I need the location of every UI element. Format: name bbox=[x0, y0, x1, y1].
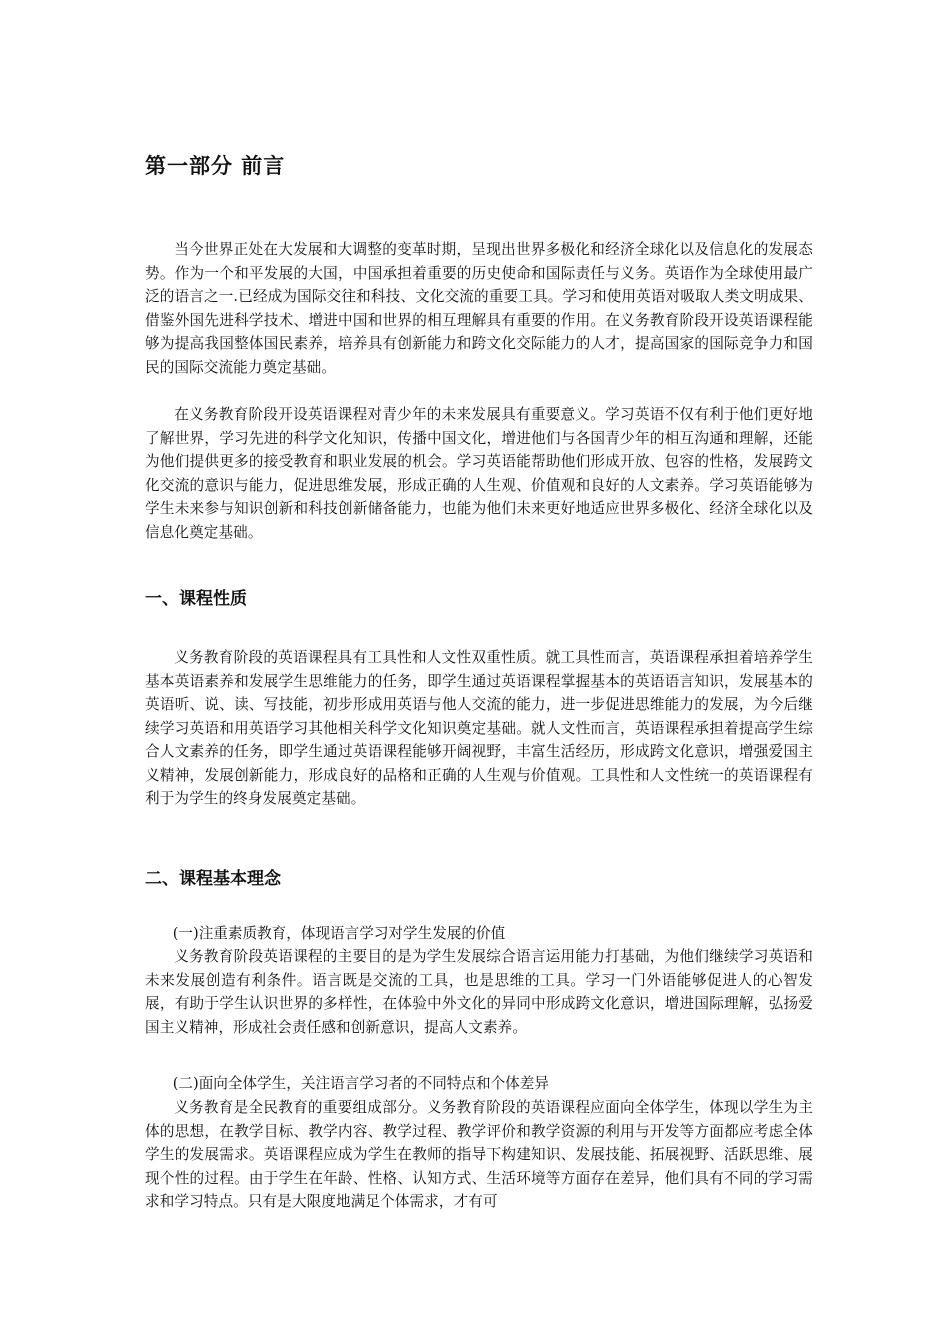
course-nature-paragraph: 义务教育阶段的英语课程具有工具性和人文性双重性质。就工具性而言，英语课程承担着培养学生基本英语素养和发展学生思维能力的任务，即学生通过英语课程掌握基本的英语语言知识，发展基本的英语听、说、读、写技能，初步形成用英语与他人交流的能力，进一步促进思维能力的发展，为今后继续学习英语和用英语学习其他相关科学文化知识奠定基础。就人文性而言，英语课程承担着提高学生综合人文素养的任务，即学生通过英语课程能够开阔视野，丰富生活经历，形成跨文化意识，增强爱国主义精神，发展创新能力，形成良好的品格和正确的人生观与价值观。工具性和人文性统一的英语课程有利于为学生的终身发展奠定基础。 bbox=[145, 649, 813, 807]
section-heading-basic-concepts: 二、课程基本理念 bbox=[145, 869, 281, 889]
subsection-title-1: (一)注重素质教育，体现语言学习对学生发展的价值 bbox=[172, 925, 506, 942]
page-title: 第一部分 前言 bbox=[145, 154, 286, 178]
preface-paragraph-2: 在义务教育阶段开设英语课程对青少年的未来发展具有重要意义。学习英语不仅有利于他们更好地了解世界，学习先进的科学文化知识，传播中国文化，增进他们与各国青少年的相互沟通和理解，还能为他们提供更多的接受教育和职业发展的机会。学习英语能帮助他们形成开放、包容的性格，发展跨文化交流的意识与能力，促进思维发展，形成正确的人生观、价值观和良好的人文素养。学习英语能够为学生未来参与知识创新和科技创新储备能力，也能为他们未来更好地适应世界多极化、经济全球化以及信息化奠定基础。 bbox=[145, 406, 813, 541]
preface-paragraph-1: 当今世界正处在大发展和大调整的变革时期，呈现出世界多极化和经济全球化以及信息化的发展态势。作为一个和平发展的大国，中国承担着重要的历史使命和国际责任与义务。英语作为全球使用最广泛的语言之一.已经成为国际交往和科技、文化交流的重要工具。学习和使用英语对吸取人类文明成果、借鉴外国先进科学技术、增进中国和世界的相互理解具有重要的作用。在义务教育阶段开设英语课程能够为提高我国整体国民素养，培养具有创新能力和跨文化交际能力的人才，提高国家的国际竞争力和国民的国际交流能力奠定基础。 bbox=[145, 241, 813, 376]
subsection-title-2: (二)面向全体学生，关注语言学习者的不同特点和个体差异 bbox=[172, 1075, 549, 1092]
section-heading-course-nature: 一、课程性质 bbox=[145, 589, 247, 609]
subsection-paragraph-2: 义务教育是全民教育的重要组成部分。义务教育阶段的英语课程应面向全体学生，体现以学生为主体的思想，在教学目标、教学内容、教学过程、教学评价和教学资源的利用与开发等方面都应考虑全体学生的发展需求。英语课程应成为学生在教师的指导下构建知识、发展技能、拓展视野、活跃思维、展现个性的过程。由于学生在年龄、性格、认知方式、生活环境等方面存在差异，他们具有不同的学习需求和学习特点。只有是大限度地满足个体需求，才有可 bbox=[145, 1099, 813, 1210]
subsection-paragraph-1: 义务教育阶段英语课程的主要目的是为学生发展综合语言运用能力打基础，为他们继续学习英语和未来发展创造有利条件。语言既是交流的工具，也是思维的工具。学习一门外语能够促进人的心智发展，有助于学生认识世界的多样性，在体验中外文化的异同中形成跨文化意识，增进国际理解，弘扬爱国主义精神，形成社会责任感和创新意识，提高人文素养。 bbox=[145, 948, 813, 1036]
